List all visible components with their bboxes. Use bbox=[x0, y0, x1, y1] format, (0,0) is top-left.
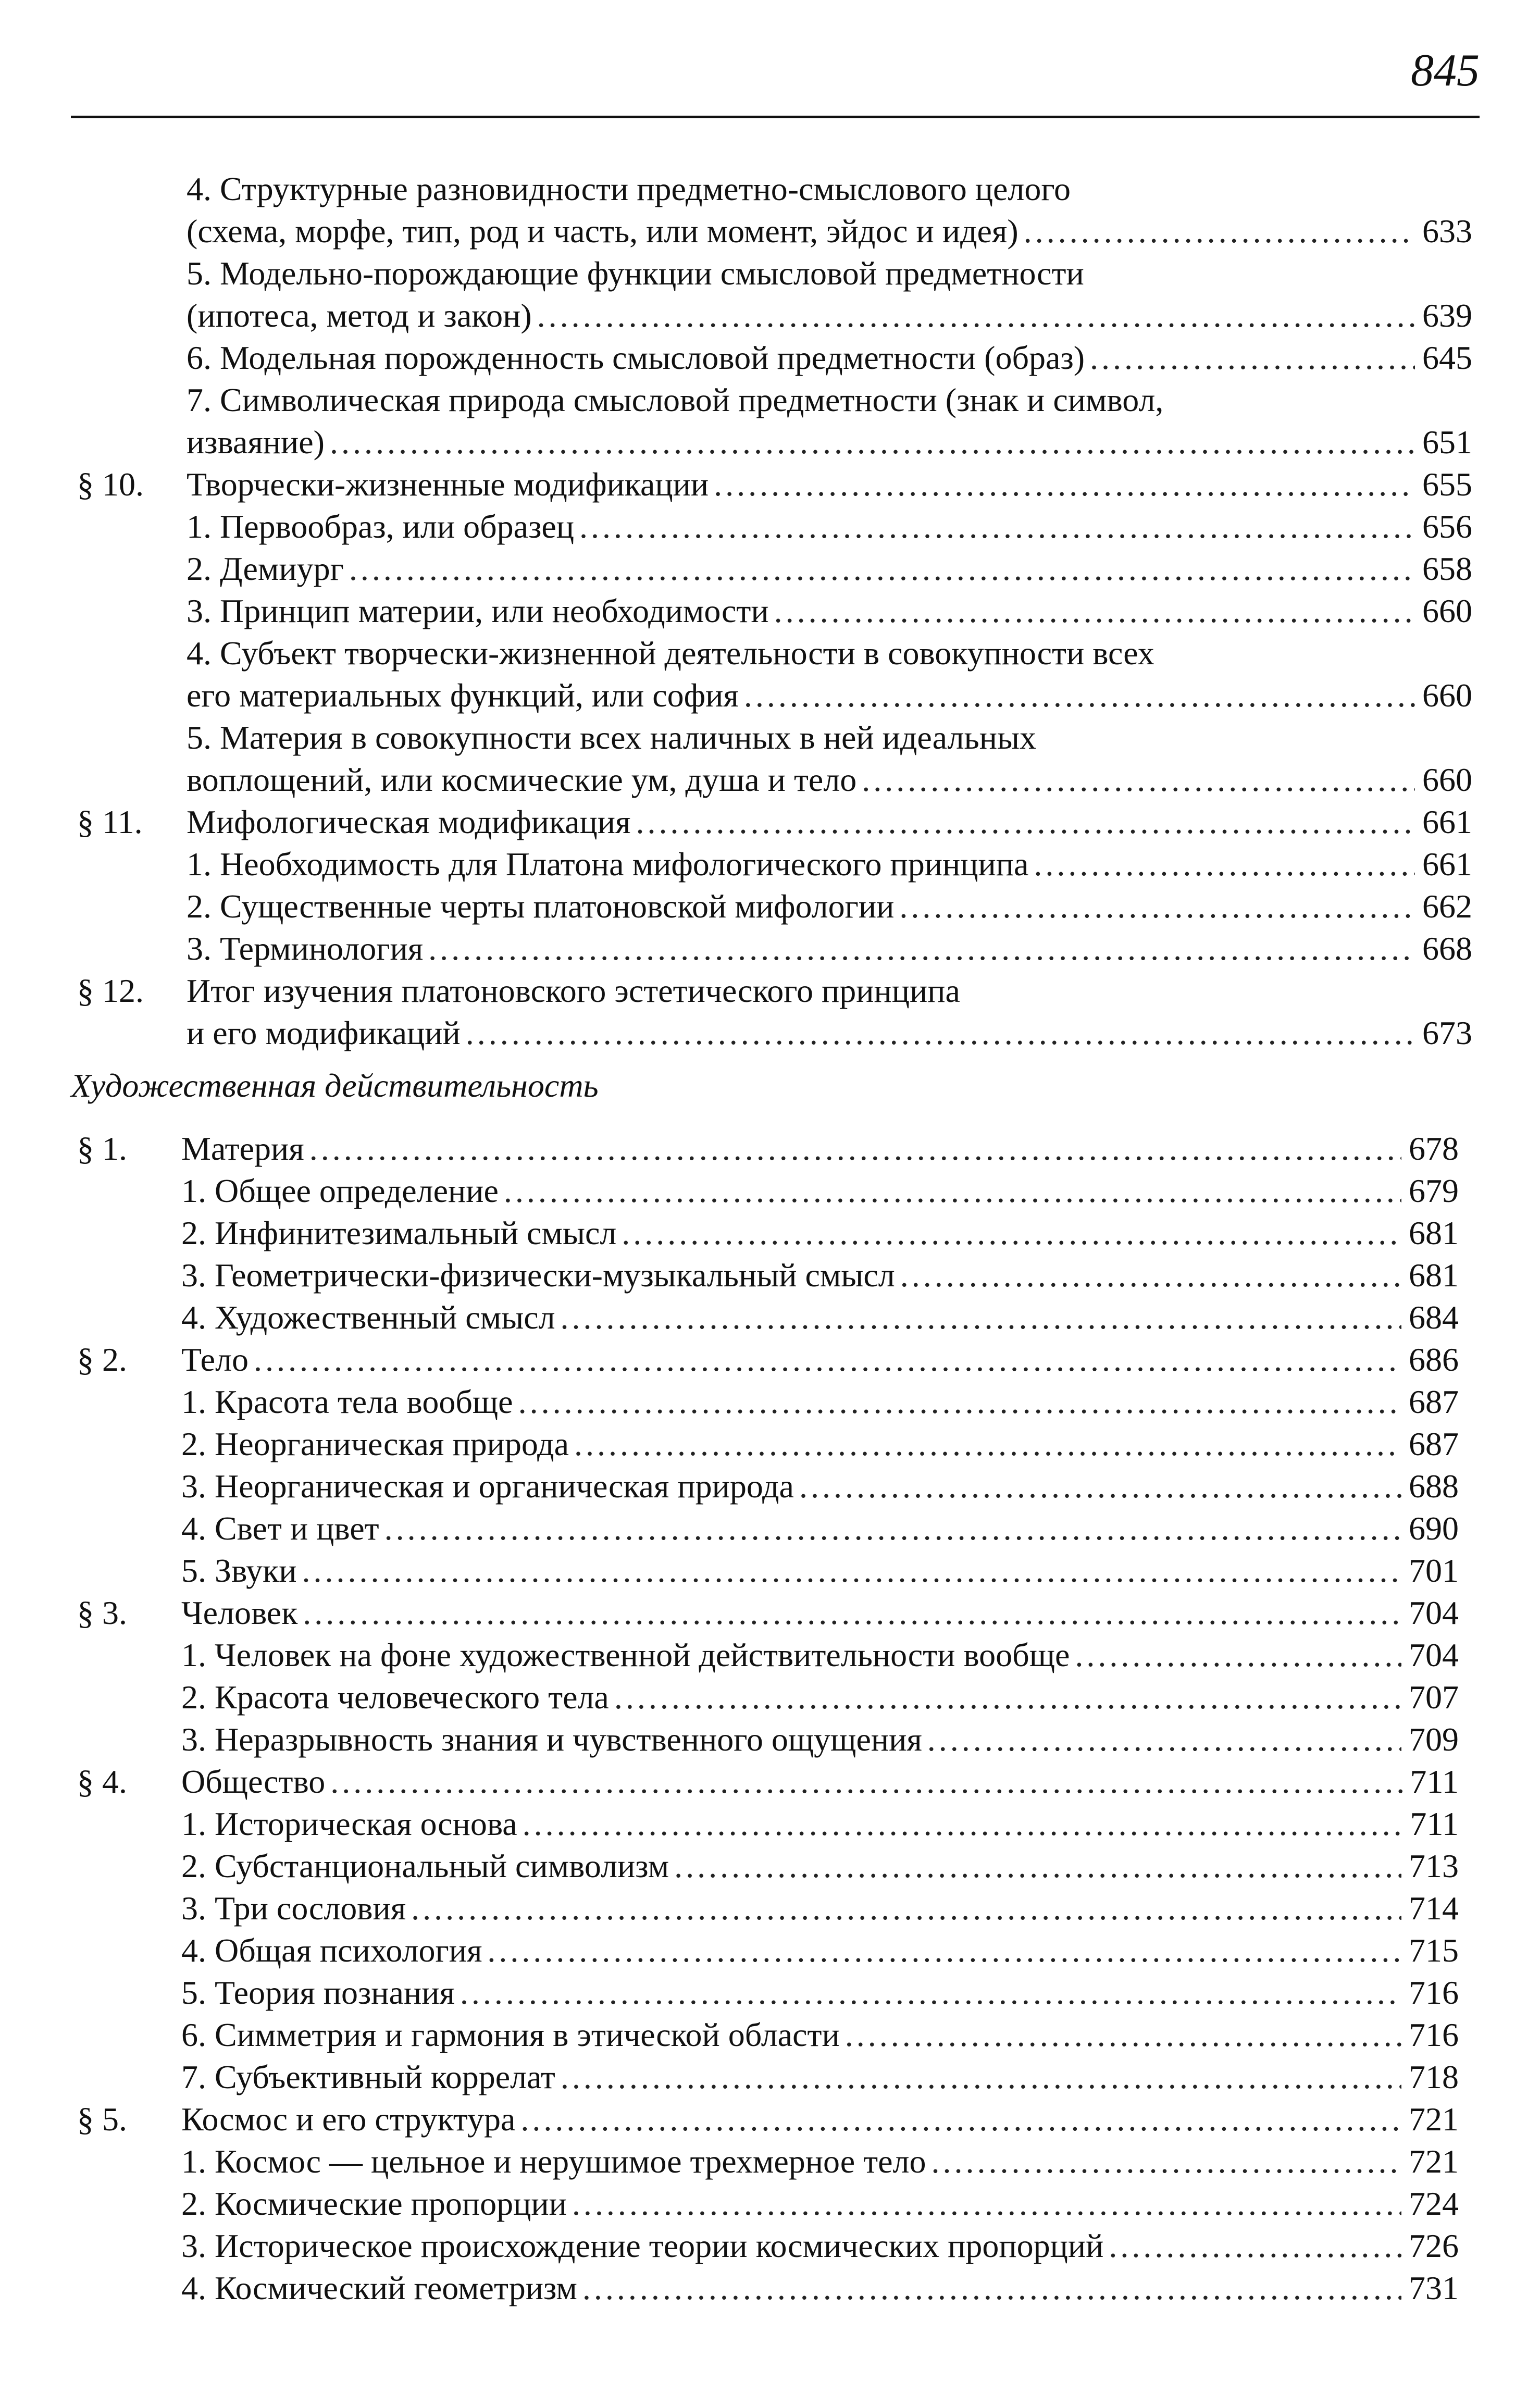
entry-title: Мифологическая модификация bbox=[187, 803, 631, 840]
toc-entry bbox=[0, 885, 1540, 927]
page-ref: 661 bbox=[1422, 846, 1472, 883]
section-number: § 3. bbox=[77, 1594, 127, 1631]
toc-entry bbox=[0, 1127, 1540, 1170]
toc-entry bbox=[0, 1507, 1540, 1549]
page-ref: 721 bbox=[1409, 2143, 1459, 2180]
leader-dots bbox=[303, 1592, 1401, 1634]
leader-dots bbox=[384, 1507, 1401, 1549]
entry-title: 2. Субстанциональный символизм bbox=[181, 1847, 669, 1884]
entry-title: Итог изучения платоновского эстетического принципа bbox=[187, 972, 960, 1009]
page-ref: 660 bbox=[1422, 761, 1472, 798]
leader-dots bbox=[799, 1465, 1401, 1507]
page-ref: 656 bbox=[1422, 508, 1472, 545]
leader-dots bbox=[862, 759, 1415, 801]
page-ref: 711 bbox=[1410, 1805, 1459, 1842]
entry-title: и его модификаций bbox=[187, 1014, 461, 1051]
toc-part-2 bbox=[0, 1127, 1540, 2309]
toc-entry bbox=[0, 421, 1540, 463]
leader-dots bbox=[518, 1381, 1401, 1423]
toc-entry bbox=[0, 1212, 1540, 1254]
entry-title: Материя bbox=[181, 1130, 304, 1167]
toc-entry bbox=[0, 2014, 1540, 2056]
entry-title: 4. Художественный смысл bbox=[181, 1299, 555, 1336]
page-ref: 633 bbox=[1422, 213, 1472, 250]
entry-title: 5. Модельно-порождающие функции смысловой предметности bbox=[187, 255, 1084, 292]
leader-dots bbox=[574, 1423, 1401, 1465]
page-ref: 668 bbox=[1422, 930, 1472, 967]
entry-title: 3. Терминология bbox=[187, 930, 424, 967]
leader-dots bbox=[931, 2140, 1401, 2182]
toc-entry bbox=[0, 1296, 1540, 1338]
leader-dots bbox=[1034, 843, 1415, 885]
entry-title: 7. Символическая природа смысловой предметности (знак и символ, bbox=[187, 381, 1164, 418]
toc-entry bbox=[0, 1887, 1540, 1929]
page-ref: 673 bbox=[1422, 1014, 1472, 1051]
page-ref: 681 bbox=[1409, 1214, 1459, 1251]
leader-dots bbox=[428, 927, 1415, 970]
leader-dots bbox=[899, 885, 1415, 927]
entry-title: его материальных функций, или софия bbox=[187, 677, 739, 714]
entry-title: Общество bbox=[181, 1763, 326, 1800]
page-ref: 709 bbox=[1409, 1721, 1459, 1758]
toc-entry bbox=[0, 759, 1540, 801]
section-number: § 11. bbox=[77, 803, 143, 840]
table-of-contents bbox=[0, 168, 1540, 2309]
page-ref: 716 bbox=[1409, 2016, 1459, 2053]
page-ref: 687 bbox=[1409, 1383, 1459, 1420]
page-ref: 639 bbox=[1422, 297, 1472, 334]
toc-entry bbox=[0, 2056, 1540, 2098]
entry-title: 3. Принцип материи, или необходимости bbox=[187, 592, 769, 629]
entry-title: (ипотеса, метод и закон) bbox=[187, 297, 532, 334]
leader-dots bbox=[504, 1170, 1401, 1212]
entry-title: 1. Первообраз, или образец bbox=[187, 508, 574, 545]
leader-dots bbox=[1024, 210, 1415, 252]
leader-dots bbox=[744, 674, 1415, 716]
page-ref: 718 bbox=[1409, 2058, 1459, 2095]
entry-title: 1. Красота тела вообще bbox=[181, 1383, 513, 1420]
toc-entry bbox=[0, 505, 1540, 548]
leader-dots bbox=[1075, 1634, 1401, 1676]
entry-title: 1. Историческая основа bbox=[181, 1805, 517, 1842]
leader-dots bbox=[1090, 337, 1415, 379]
toc-entry bbox=[0, 2267, 1540, 2309]
page-ref: 715 bbox=[1409, 1932, 1459, 1969]
entry-title: 1. Человек на фоне художественной действительности вообще bbox=[181, 1636, 1070, 1673]
entry-title: изваяние) bbox=[187, 424, 325, 461]
leader-dots bbox=[523, 1803, 1403, 1845]
entry-title: Творчески-жизненные модификации bbox=[187, 466, 709, 503]
entry-title: 1. Космос — цельное и нерушимое трехмерное тело bbox=[181, 2143, 926, 2180]
entry-title: 4. Космический геометризм bbox=[181, 2269, 577, 2306]
toc-entry-line bbox=[0, 252, 1540, 294]
page-ref: 655 bbox=[1422, 466, 1472, 503]
leader-dots bbox=[614, 1676, 1401, 1718]
entry-title: Космос и его структура bbox=[181, 2101, 516, 2138]
entry-title: 5. Звуки bbox=[181, 1552, 297, 1589]
toc-entry bbox=[0, 2098, 1540, 2140]
section-number: § 4. bbox=[77, 1763, 127, 1800]
leader-dots bbox=[466, 1012, 1415, 1054]
toc-entry-line bbox=[0, 379, 1540, 421]
page-ref: 707 bbox=[1409, 1679, 1459, 1716]
toc-entry bbox=[0, 210, 1540, 252]
entry-title: 5. Теория познания bbox=[181, 1974, 455, 2011]
toc-entry bbox=[0, 2182, 1540, 2225]
entry-title: 4. Свет и цвет bbox=[181, 1510, 379, 1547]
leader-dots bbox=[537, 294, 1415, 337]
toc-entry bbox=[0, 337, 1540, 379]
page-ref: 662 bbox=[1422, 888, 1472, 925]
toc-entry bbox=[0, 1803, 1540, 1845]
entry-title: 3. Неразрывность знания и чувственного ощущения bbox=[181, 1721, 922, 1758]
page-ref: 704 bbox=[1409, 1594, 1459, 1631]
entry-title: 2. Инфинитезимальный смысл bbox=[181, 1214, 617, 1251]
page-ref: 704 bbox=[1409, 1636, 1459, 1673]
page-ref: 701 bbox=[1409, 1552, 1459, 1589]
toc-entry bbox=[0, 1012, 1540, 1054]
entry-title: воплощений, или космические ум, душа и тело bbox=[187, 761, 857, 798]
page-ref: 714 bbox=[1409, 1890, 1459, 1927]
leader-dots bbox=[579, 505, 1415, 548]
toc-entry bbox=[0, 674, 1540, 716]
toc-entry-line bbox=[0, 632, 1540, 674]
page-ref: 721 bbox=[1409, 2101, 1459, 2138]
entry-title: 4. Структурные разновидности предметно-смыслового целого bbox=[187, 170, 1071, 207]
toc-entry bbox=[0, 1676, 1540, 1718]
entry-title: (схема, морфе, тип, род и часть, или момент, эйдос и идея) bbox=[187, 213, 1019, 250]
toc-entry bbox=[0, 1845, 1540, 1887]
entry-title: 3. Геометрически-физически-музыкальный смысл bbox=[181, 1257, 895, 1294]
leader-dots bbox=[330, 1760, 1402, 1803]
toc-entry bbox=[0, 1465, 1540, 1507]
entry-title: 4. Субъект творчески-жизненной деятельности в совокупности всех bbox=[187, 635, 1154, 672]
page-ref: 690 bbox=[1409, 1510, 1459, 1547]
entry-title: 1. Общее определение bbox=[181, 1172, 499, 1209]
leader-dots bbox=[900, 1254, 1401, 1296]
leader-dots bbox=[349, 548, 1415, 590]
leader-dots bbox=[561, 1296, 1401, 1338]
page-ref: 684 bbox=[1409, 1299, 1459, 1336]
page-ref: 724 bbox=[1409, 2185, 1459, 2222]
entry-title: 4. Общая психология bbox=[181, 1932, 482, 1969]
toc-entry bbox=[0, 2140, 1540, 2182]
toc-entry-line bbox=[0, 168, 1540, 210]
entry-title: 2. Существенные черты платоновской мифологии bbox=[187, 888, 895, 925]
section-number: § 12. bbox=[77, 972, 144, 1009]
entry-title: 3. Три сословия bbox=[181, 1890, 406, 1927]
page-ref: 716 bbox=[1409, 1974, 1459, 2011]
leader-dots bbox=[845, 2014, 1401, 2056]
page-ref: 679 bbox=[1409, 1172, 1459, 1209]
leader-dots bbox=[622, 1212, 1401, 1254]
toc-entry-line bbox=[0, 716, 1540, 759]
leader-dots bbox=[714, 463, 1415, 505]
page-ref: 660 bbox=[1422, 592, 1472, 629]
leader-dots bbox=[674, 1845, 1401, 1887]
page-ref: 658 bbox=[1422, 550, 1472, 587]
page-ref: 687 bbox=[1409, 1425, 1459, 1462]
leader-dots bbox=[572, 2182, 1401, 2225]
page-ref: 651 bbox=[1422, 424, 1472, 461]
leader-dots bbox=[582, 2267, 1401, 2309]
entry-title: 3. Неорганическая и органическая природа bbox=[181, 1468, 794, 1505]
toc-entry bbox=[0, 548, 1540, 590]
section-heading: Художественная действительность bbox=[71, 1067, 599, 1104]
entry-title: Человек bbox=[181, 1594, 298, 1631]
leader-dots bbox=[561, 2056, 1401, 2098]
page-ref: 688 bbox=[1409, 1468, 1459, 1505]
toc-entry bbox=[0, 1929, 1540, 1971]
leader-dots bbox=[927, 1718, 1401, 1760]
page-ref: 726 bbox=[1409, 2227, 1459, 2264]
toc-entry bbox=[0, 1170, 1540, 1212]
entry-title: 7. Субъективный коррелат bbox=[181, 2058, 555, 2095]
leader-dots bbox=[520, 2098, 1401, 2140]
page-ref: 660 bbox=[1422, 677, 1472, 714]
toc-entry bbox=[0, 2225, 1540, 2267]
leader-dots bbox=[1109, 2225, 1401, 2267]
toc-entry bbox=[0, 1971, 1540, 2014]
leader-dots bbox=[411, 1887, 1401, 1929]
page-ref: 713 bbox=[1409, 1847, 1459, 1884]
page-ref: 645 bbox=[1422, 339, 1472, 376]
leader-dots bbox=[487, 1929, 1401, 1971]
toc-entry-line bbox=[0, 970, 1540, 1012]
entry-title: 6. Симметрия и гармония в этической области bbox=[181, 2016, 840, 2053]
page-ref: 711 bbox=[1410, 1763, 1459, 1800]
leader-dots bbox=[309, 1127, 1401, 1170]
toc-entry bbox=[0, 1592, 1540, 1634]
page-number: 845 bbox=[1411, 45, 1480, 96]
toc-entry bbox=[0, 1254, 1540, 1296]
page-ref: 731 bbox=[1409, 2269, 1459, 2306]
toc-entry bbox=[0, 1718, 1540, 1760]
toc-entry bbox=[0, 1338, 1540, 1381]
toc-entry bbox=[0, 590, 1540, 632]
entry-title: 1. Необходимость для Платона мифологического принципа bbox=[187, 846, 1029, 883]
entry-title: 3. Историческое происхождение теории космических пропорций bbox=[181, 2227, 1104, 2264]
toc-entry bbox=[0, 1423, 1540, 1465]
header-rule bbox=[71, 116, 1480, 118]
section-number: § 2. bbox=[77, 1341, 127, 1378]
toc-entry bbox=[0, 1634, 1540, 1676]
toc-entry bbox=[0, 1381, 1540, 1423]
leader-dots bbox=[636, 801, 1415, 843]
page-ref: 678 bbox=[1409, 1130, 1459, 1167]
toc-entry bbox=[0, 801, 1540, 843]
page-ref: 681 bbox=[1409, 1257, 1459, 1294]
toc-entry bbox=[0, 1549, 1540, 1592]
toc-entry bbox=[0, 294, 1540, 337]
toc-part-1 bbox=[0, 168, 1540, 1054]
toc-entry bbox=[0, 463, 1540, 505]
section-number: § 5. bbox=[77, 2101, 127, 2138]
entry-title: 5. Материя в совокупности всех наличных в ней идеальных bbox=[187, 719, 1036, 756]
entry-title: 2. Красота человеческого тела bbox=[181, 1679, 609, 1716]
toc-entry bbox=[0, 843, 1540, 885]
leader-dots bbox=[254, 1338, 1401, 1381]
page-ref: 686 bbox=[1409, 1341, 1459, 1378]
entry-title: 2. Космические пропорции bbox=[181, 2185, 567, 2222]
entry-title: 2. Демиург bbox=[187, 550, 344, 587]
leader-dots bbox=[460, 1971, 1401, 2014]
leader-dots bbox=[330, 421, 1415, 463]
entry-title: Тело bbox=[181, 1341, 249, 1378]
section-number: § 1. bbox=[77, 1130, 127, 1167]
entry-title: 2. Неорганическая природа bbox=[181, 1425, 569, 1462]
section-number: § 10. bbox=[77, 466, 144, 503]
entry-title: 6. Модельная порожденность смысловой предметности (образ) bbox=[187, 339, 1085, 376]
toc-entry bbox=[0, 927, 1540, 970]
page-ref: 661 bbox=[1422, 803, 1472, 840]
leader-dots bbox=[302, 1549, 1401, 1592]
leader-dots bbox=[774, 590, 1415, 632]
toc-entry bbox=[0, 1760, 1540, 1803]
